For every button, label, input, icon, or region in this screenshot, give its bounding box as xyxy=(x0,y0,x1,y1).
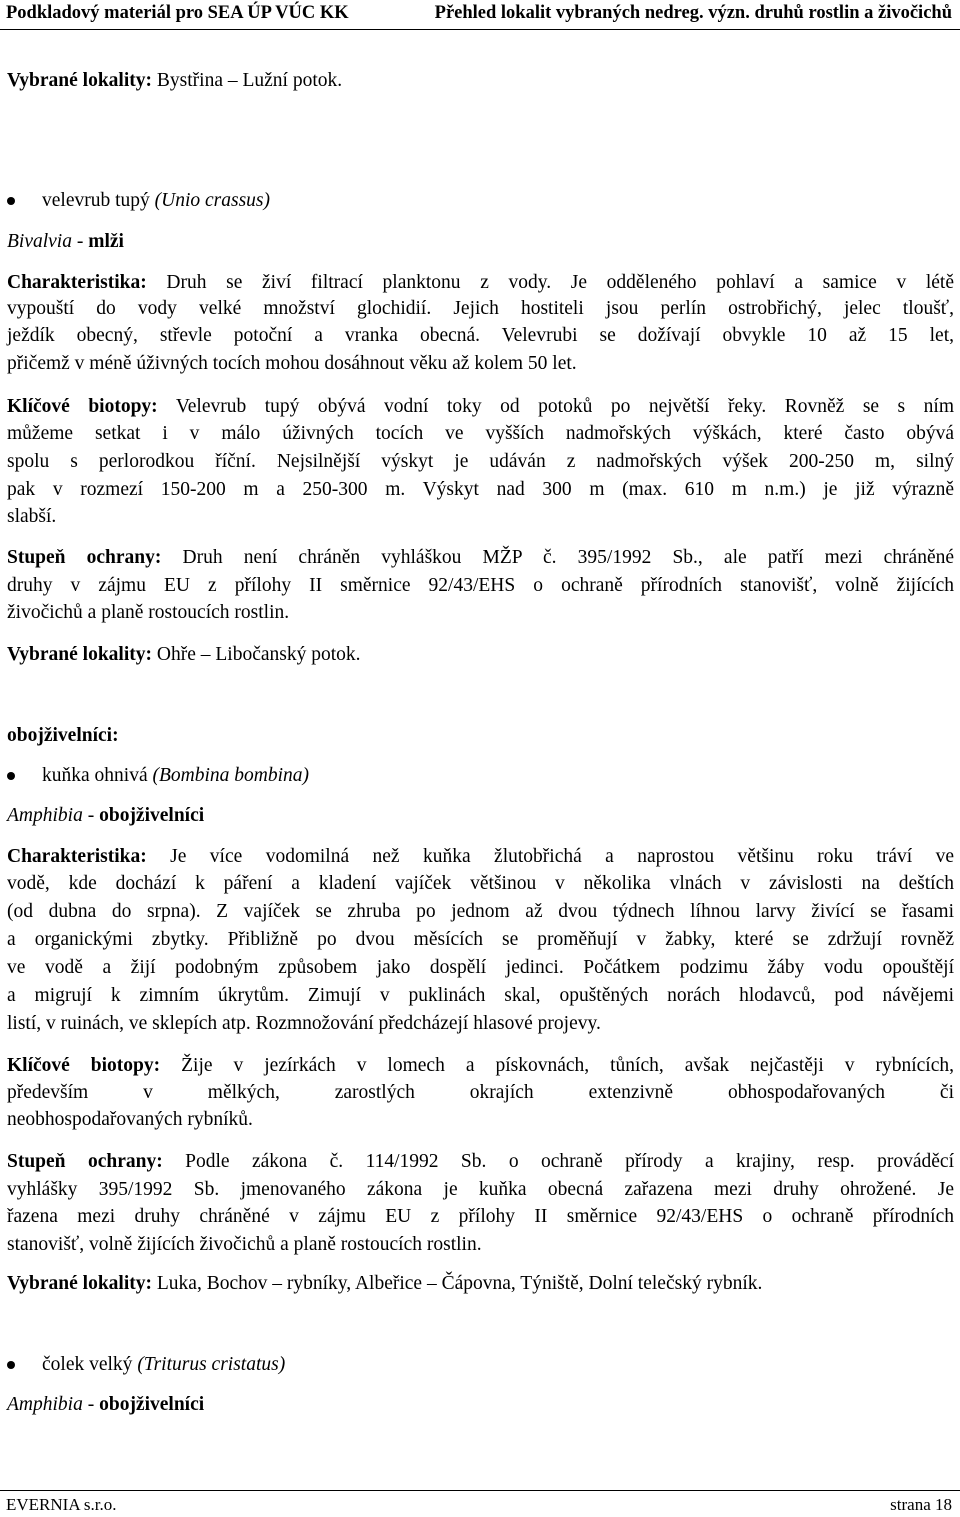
species-name: kuňka ohnivá xyxy=(42,765,148,786)
species-name: čolek velký xyxy=(42,1354,133,1375)
bullet-icon xyxy=(7,197,15,205)
class-latin: Amphibia xyxy=(7,805,83,826)
species-item-triturus xyxy=(7,1352,960,1378)
text-line: druhy v zájmu EU z přílohy II směrnice 92/43/EHS o ochraně přírodních stanovišť, volně žijících xyxy=(7,575,954,596)
text-line: můžeme setkat i v málo úživných tocích ve vyšších nadmořských výškách, které často obývá xyxy=(7,423,954,444)
bullet-icon xyxy=(7,1361,15,1369)
group-heading: obojživelníci: xyxy=(7,725,119,746)
species-item-unio xyxy=(7,188,960,214)
characteristics-line xyxy=(7,270,954,296)
text-line: Druh není chráněn vyhláškou MŽP č. 395/1992 Sb., ale patří mezi chráněné xyxy=(161,547,955,568)
species-item-bombina xyxy=(7,763,960,789)
species-latin: (Bombina bombina) xyxy=(152,765,310,786)
class-czech: mlži xyxy=(88,231,124,252)
localities-label: Vybrané lokality: xyxy=(7,70,153,91)
footer-company: EVERNIA s.r.o. xyxy=(6,1495,117,1514)
text-line: stanovišť, volně žijících živočichů a planě rostoucích rostlin. xyxy=(7,1234,482,1255)
text-line: Je více vodomilná než kuňka žlutobřichá a naprostou většinu roku tráví ve xyxy=(146,846,954,867)
protection-label: Stupeň ochrany: xyxy=(7,547,162,568)
biotopes-label: Klíčové biotopy: xyxy=(7,1055,161,1076)
biotopes-line xyxy=(7,394,954,420)
localities-label: Vybrané lokality: xyxy=(7,1273,153,1294)
localities-ohre xyxy=(7,642,954,668)
species-latin: (Unio crassus) xyxy=(154,190,271,211)
localities-value: Luka, Bochov – rybníky, Albeřice – Čápovna, Týniště, Dolní telečský rybník. xyxy=(152,1273,763,1294)
class-separator: - xyxy=(82,805,100,826)
protection-label: Stupeň ochrany: xyxy=(7,1151,163,1172)
localities-luka xyxy=(7,1271,954,1297)
species-name: velevrub tupý xyxy=(42,190,150,211)
class-czech: obojživelníci xyxy=(99,805,205,826)
text-line: a migrují k zimním úkrytům. Zimují v puklinách skal, opuštěných norách hlodavců, pod návějemi xyxy=(7,985,954,1006)
text-line: vypouští do vody velké množství glochidií. Jejich hostiteli jsou perlín ostrobřichý, jelec tloušť, xyxy=(7,298,954,319)
localities-bystrina xyxy=(7,68,954,94)
text-line: vyhlášky 395/1992 Sb. jmenovaného zákona je kuňka obecná zařazena mezi druhy ohrožené. Je xyxy=(7,1179,954,1200)
characteristics-label: Charakteristika: xyxy=(7,272,147,293)
text-line: vodě, kde dochází k páření a kladení vajíček většinou v několika vlnách v závislosti na deštích xyxy=(7,873,954,894)
page-header xyxy=(0,0,960,30)
species-class-line xyxy=(7,229,954,255)
class-separator: - xyxy=(71,231,89,252)
footer-page-number: strana 18 xyxy=(890,1495,952,1514)
protection-line xyxy=(7,1149,954,1175)
text-line: Žije v jezírkách v lomech a pískovnách, tůních, avšak nejčastěji v rybnících, xyxy=(160,1055,954,1076)
localities-value: Ohře – Libočanský potok. xyxy=(152,644,361,665)
header-left-text: Podkladový materiál pro SEA ÚP VÚC KK xyxy=(6,3,349,23)
text-line: ježdík obecný, střevle potoční a vranka obecná. Velevrubi se dožívají obvykle 10 až 15 let, xyxy=(7,325,954,346)
text-line: ve vodě a žijí podobným způsobem jako dospělí jedinci. Počátkem podzimu žáby vodu opouštějí xyxy=(7,957,954,978)
species-latin: (Triturus cristatus) xyxy=(137,1354,286,1375)
text-line: listí, v ruinách, ve sklepích atp. Rozmnožování předcházejí hlasové projevy. xyxy=(7,1013,601,1034)
text-line: neobhospodařovaných rybníků. xyxy=(7,1109,253,1130)
biotopes-label: Klíčové biotopy: xyxy=(7,396,158,417)
text-line: (od dubna do srpna). Z vajíček se zhruba po jednom až dvou týdnech líhnou larvy živící se řasami xyxy=(7,901,954,922)
text-line: Velevrub tupý obývá vodní toky od potoků po největší řeky. Rovněž se s ním xyxy=(157,396,954,417)
class-latin: Bivalvia xyxy=(7,231,72,252)
header-right-text: Přehled lokalit vybraných nedreg. význ. druhů rostlin a živočichů xyxy=(434,3,952,23)
text-line: slabší. xyxy=(7,506,57,527)
biotopes-line xyxy=(7,1053,954,1079)
characteristics-line xyxy=(7,844,954,870)
characteristics-label: Charakteristika: xyxy=(7,846,147,867)
class-separator: - xyxy=(82,1394,100,1415)
protection-line xyxy=(7,545,954,571)
localities-value: Bystřina – Lužní potok. xyxy=(156,70,343,91)
page-footer xyxy=(0,1490,960,1517)
localities-label: Vybrané lokality: xyxy=(7,644,153,665)
species-class-line xyxy=(7,803,954,829)
bullet-icon xyxy=(7,772,15,780)
text-line: a organickými zbytky. Přibližně po dvou měsících se proměňují v žabky, které se zdržují rovněž xyxy=(7,929,954,950)
species-class-line xyxy=(7,1392,954,1418)
text-line: především v mělkých, zarostlých okrajích extenzivně obhospodařovaných či xyxy=(7,1082,954,1103)
text-line: spolu s perlorodkou říční. Nejsilnější výskyt je udáván z nadmořských výšek 200-250 m, silný xyxy=(7,451,954,472)
text-line: přičemž v méně úživných tocích mohou dosáhnout věku až kolem 50 let. xyxy=(7,353,577,374)
text-line: řazena mezi druhy chráněné v zájmu EU z přílohy II směrnice 92/43/EHS o ochraně přírodních xyxy=(7,1206,954,1227)
class-czech: obojživelníci xyxy=(99,1394,205,1415)
text-line: pak v rozmezí 150-200 m a 250-300 m. Výskyt nad 300 m (max. 610 m n.m.) je již výrazně xyxy=(7,479,954,500)
class-latin: Amphibia xyxy=(7,1394,83,1415)
text-line: Podle zákona č. 114/1992 Sb. o ochraně přírody a krajiny, resp. prováděcí xyxy=(162,1151,954,1172)
text-line: živočichů a planě rostoucích rostlin. xyxy=(7,602,290,623)
text-line: Druh se živí filtrací planktonu z vody. Je odděleného pohlaví a samice v létě xyxy=(146,272,954,293)
